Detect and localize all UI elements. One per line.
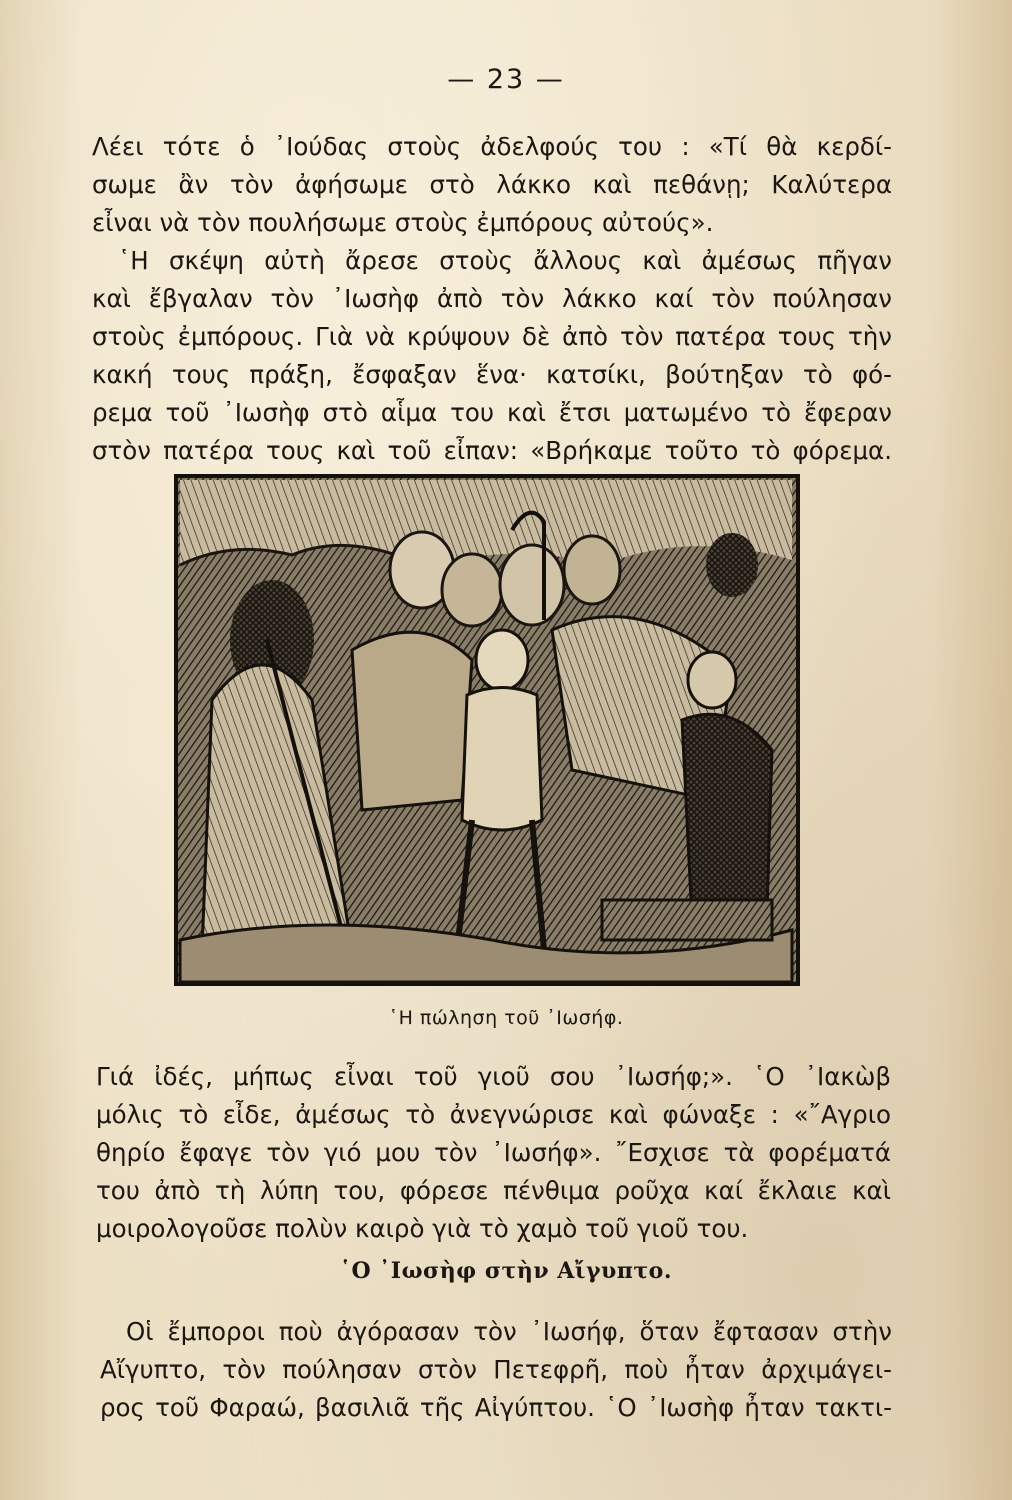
text-line: Γιά ἰδές, μήπως εἶναι τοῦ γιοῦ σου ᾿Ιωσήφ;». ῾Ο ᾿Ιακὼβ [96,1062,891,1091]
figure-caption: ῾Η πώληση τοῦ ᾿Ιωσήφ. [388,1007,624,1029]
engraving-illustration [172,470,802,990]
paragraph-3 [100,1313,892,1427]
paragraph-2 [96,1058,891,1248]
paragraph-1 [92,128,892,470]
text-line: Αἴγυπτο, τὸν πούλησαν στὸν Πετεφρῆ, ποὺ ἦταν ἀρχιμάγει- [100,1355,892,1384]
text-line: σωμε ἂν τὸν ἀφήσωμε στὸ λάκκο καὶ πεθάνῃ; Καλύτερα [92,170,892,199]
text-line: κακή τους πράξη, ἔσφαξαν ἕνα· κατσίκι, βούτηξαν τὸ φό- [92,360,892,389]
page-number: — 23 — [447,64,565,95]
text-line: ῾Η σκέψη αὐτὴ ἄρεσε στοὺς ἄλλους καὶ ἀμέσως πῆγαν [118,246,892,275]
text-line: στοὺς ἐμπόρους. Γιὰ νὰ κρύψουν δὲ ἀπὸ τὸν πατέρα τους τὴν [92,322,892,351]
text-line: ρεμα τοῦ ᾿Ιωσὴφ στὸ αἷμα του καὶ ἔτσι ματωμένο τὸ ἔφεραν [92,398,892,427]
text-line: του ἀπὸ τὴ λύπη του, φόρεσε πένθιμα ροῦχα καί ἔκλαιε καὶ [96,1176,891,1205]
text-line: Οἱ ἔμποροι ποὺ ἀγόρασαν τὸν ᾿Ιωσήφ, ὅταν ἔφτασαν στὴν [126,1317,892,1346]
text-line: μοιρολογοῦσε πολὺν καιρὸ γιὰ τὸ χαμὸ τοῦ γιοῦ του. [96,1214,749,1243]
text-line: στὸν πατέρα τους καὶ τοῦ εἶπαν: «Βρήκαμε τοῦτο τὸ φόρεμα. [92,436,892,465]
text-line: θηρίο ἔφαγε τὸν γιό μου τὸν ᾿Ιωσήφ». ῎Εσχισε τὰ φορέματά [96,1138,891,1167]
text-line: ρος τοῦ Φαραώ, βασιλιᾶ τῆς Αἰγύπτου. ῾Ο ᾿Ιωσὴφ ἦταν τακτι- [100,1393,892,1422]
text-line: Λέει τότε ὁ ᾿Ιούδας στοὺς ἀδελφούς του : «Τί θὰ κερδί- [92,132,892,161]
text-line: εἶναι νὰ τὸν πουλήσωμε στοὺς ἐμπόρους αὐτούς». [92,208,714,237]
text-line: καὶ ἔβγαλαν τὸν ᾿Ιωσὴφ ἀπὸ τὸν λάκκο καί τὸν πούλησαν [92,284,892,313]
section-heading: ῾Ο ᾿Ιωσὴφ στὴν Αἴγυπτο. [339,1258,673,1284]
text-line: μόλις τὸ εἶδε, ἀμέσως τὸ ἀνεγνώρισε καὶ φώναξε : «῎Αγριο [96,1100,891,1129]
